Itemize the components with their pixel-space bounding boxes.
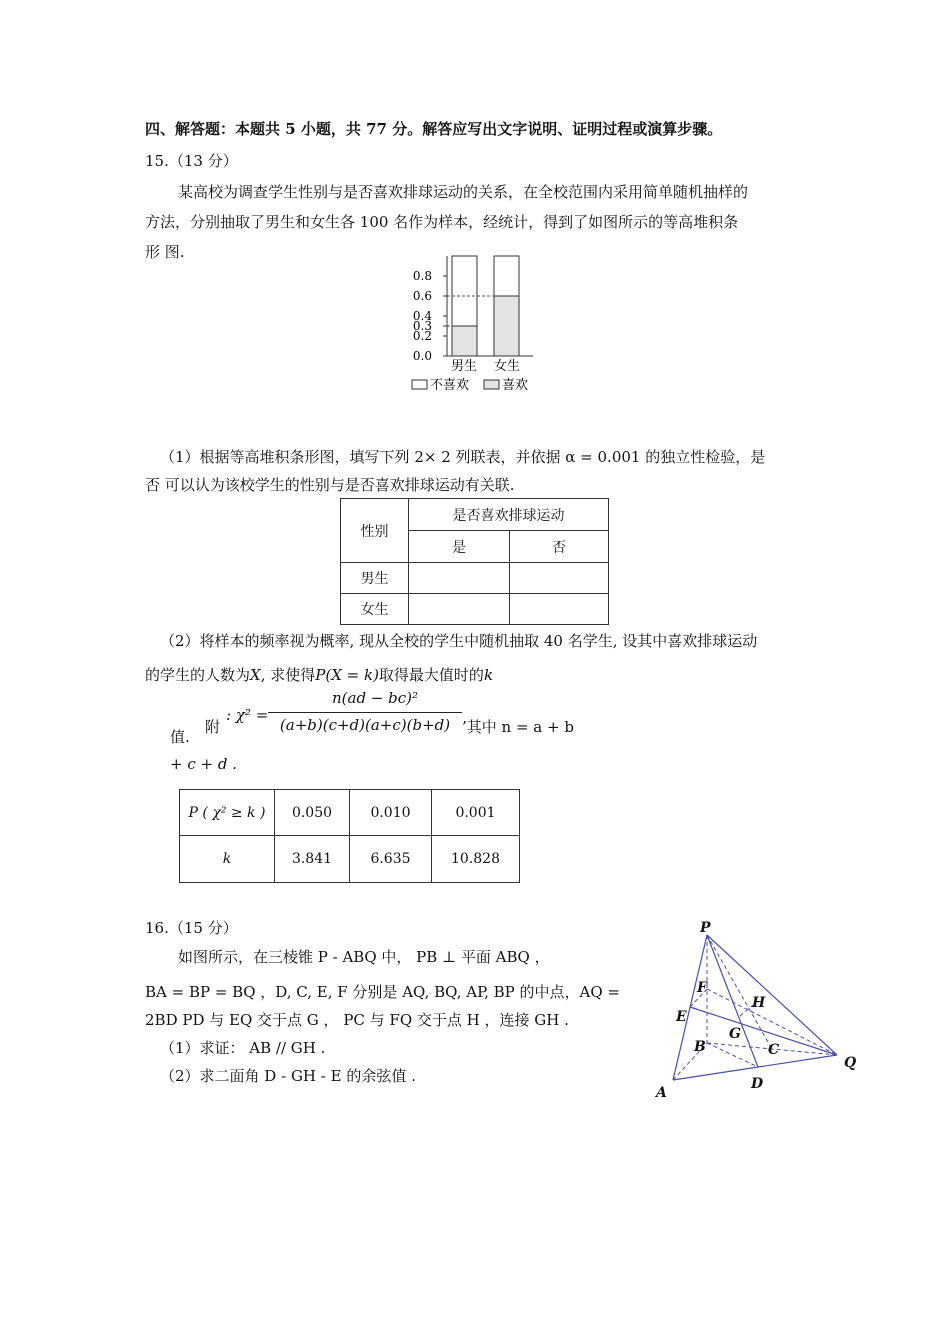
q15-number: 15.（13 分）: [145, 152, 238, 170]
k-value: 10.828: [432, 836, 520, 883]
q15-intro-line1: 某高校为调查学生性别与是否喜欢排球运动的关系，在全校范围内采用简单随机抽样的: [178, 183, 749, 201]
fu-label: 附: [205, 718, 221, 736]
y-tick-label: 0.0: [412, 349, 432, 363]
contingency-table: [340, 498, 609, 625]
label-C: C: [768, 1042, 780, 1058]
row1-label: P ( χ² ≥ k ): [180, 790, 275, 836]
legend-swatch-like: [484, 380, 499, 389]
p-value: 0.050: [275, 790, 350, 836]
header-like: 是否喜欢排球运动: [409, 499, 609, 531]
q16-line3: 2BD PD 与 EQ 交于点 G ， PC 与 FQ 交于点 H ，连接 GH .: [145, 1011, 569, 1029]
part2-text-c: 取得最大值时的: [378, 666, 484, 684]
q16-number: 16.（15 分）: [145, 919, 238, 937]
blank-cell: [409, 594, 510, 625]
formula-tail: ’其中 n = a + b: [462, 718, 574, 736]
formula-denominator: (a+b)(c+d)(a+c)(b+d): [279, 716, 451, 734]
section-heading: 四、解答题：本题共 5 小题，共 77 分。解答应写出文字说明、证明过程或演算步骤。: [145, 120, 723, 138]
label-D: D: [751, 1076, 764, 1092]
var-x: X: [250, 666, 261, 684]
q15-part2-line2: [145, 664, 493, 685]
header-gender: 性别: [341, 499, 409, 563]
row-male: 男生: [341, 563, 409, 594]
formula-lhs: : χ² =: [226, 706, 269, 724]
label-G: G: [729, 1026, 741, 1042]
k-value: 3.841: [275, 836, 350, 883]
q15-intro-line3: 形 图.: [145, 243, 185, 261]
q16-line2: BA = BP = BQ ，D, C, E, F 分别是 AQ, BQ, AP, BP 的中点，AQ =: [145, 983, 621, 1001]
q15-part2-line1: （2）将样本的频率视为概率, 现从全校的学生中随机抽取 40 名学生, 设其中喜欢排球运动: [160, 632, 758, 650]
part2-text-a: 的学生的人数为: [145, 666, 251, 684]
label-H: H: [752, 995, 766, 1011]
fraction-bar: [268, 712, 462, 713]
header-no: 否: [510, 531, 609, 563]
legend-swatch-dislike: [412, 380, 427, 389]
label-P: P: [700, 920, 711, 936]
bar-like-0: [452, 326, 477, 356]
x-tick-label: 男生: [450, 359, 478, 374]
p-value: 0.010: [350, 790, 432, 836]
blank-cell: [409, 563, 510, 594]
q15-part1-line1: （1）根据等高堆积条形图，填写下列 2× 2 列联表，并依据 α = 0.001 的独立性检验，是: [160, 448, 766, 466]
row-female: 女生: [341, 594, 409, 625]
formula-numerator: n(ad − bc)²: [331, 689, 419, 707]
label-Q: Q: [844, 1055, 857, 1071]
blank-cell: [510, 563, 609, 594]
q16-part1: （1）求证： AB // GH .: [160, 1039, 326, 1057]
stacked-bar-chart: [400, 252, 550, 402]
q16-line1: 如图所示，在三棱锥 P - ABQ 中， PB ⊥ 平面 ABQ ，: [178, 948, 550, 966]
pyramid-figure: [640, 915, 870, 1105]
label-E: E: [676, 1009, 687, 1025]
critical-value-table: [179, 789, 520, 883]
p-value: 0.001: [432, 790, 520, 836]
row2-label: k: [180, 836, 275, 883]
bar-like-1: [494, 296, 519, 356]
edge-PQ: [707, 935, 837, 1055]
var-k: k: [483, 666, 494, 684]
header-yes: 是: [409, 531, 510, 563]
q15-intro-line2: 方法，分别抽取了男生和女生各 100 名作为样本，经统计，得到了如图所示的等高堆积条: [145, 213, 739, 231]
label-A: A: [656, 1085, 667, 1101]
legend-like: 喜欢: [502, 378, 529, 393]
q16-part2: （2）求二面角 D - GH - E 的余弦值 .: [160, 1067, 416, 1085]
label-F: F: [697, 980, 707, 996]
q15-part1-line2: 否 可以认为该校学生的性别与是否喜欢排球运动有关联.: [145, 476, 515, 494]
y-tick-label: 0.6: [412, 289, 432, 303]
y-tick-label: 0.3: [412, 319, 432, 333]
x-tick-label: 女生: [493, 359, 521, 374]
y-tick-label: 0.2: [412, 329, 432, 343]
legend-dislike: 不喜欢: [430, 378, 470, 393]
blank-cell: [510, 594, 609, 625]
part2-text-b: , 求使得: [260, 666, 316, 684]
y-tick-label: 0.4: [412, 309, 432, 323]
prob-expr: P(X = k): [315, 666, 379, 684]
value-label: 值.: [170, 728, 190, 746]
label-B: B: [694, 1039, 706, 1055]
y-tick-label: 0.8: [412, 269, 432, 283]
k-value: 6.635: [350, 836, 432, 883]
formula-tail2: + c + d .: [170, 755, 237, 773]
